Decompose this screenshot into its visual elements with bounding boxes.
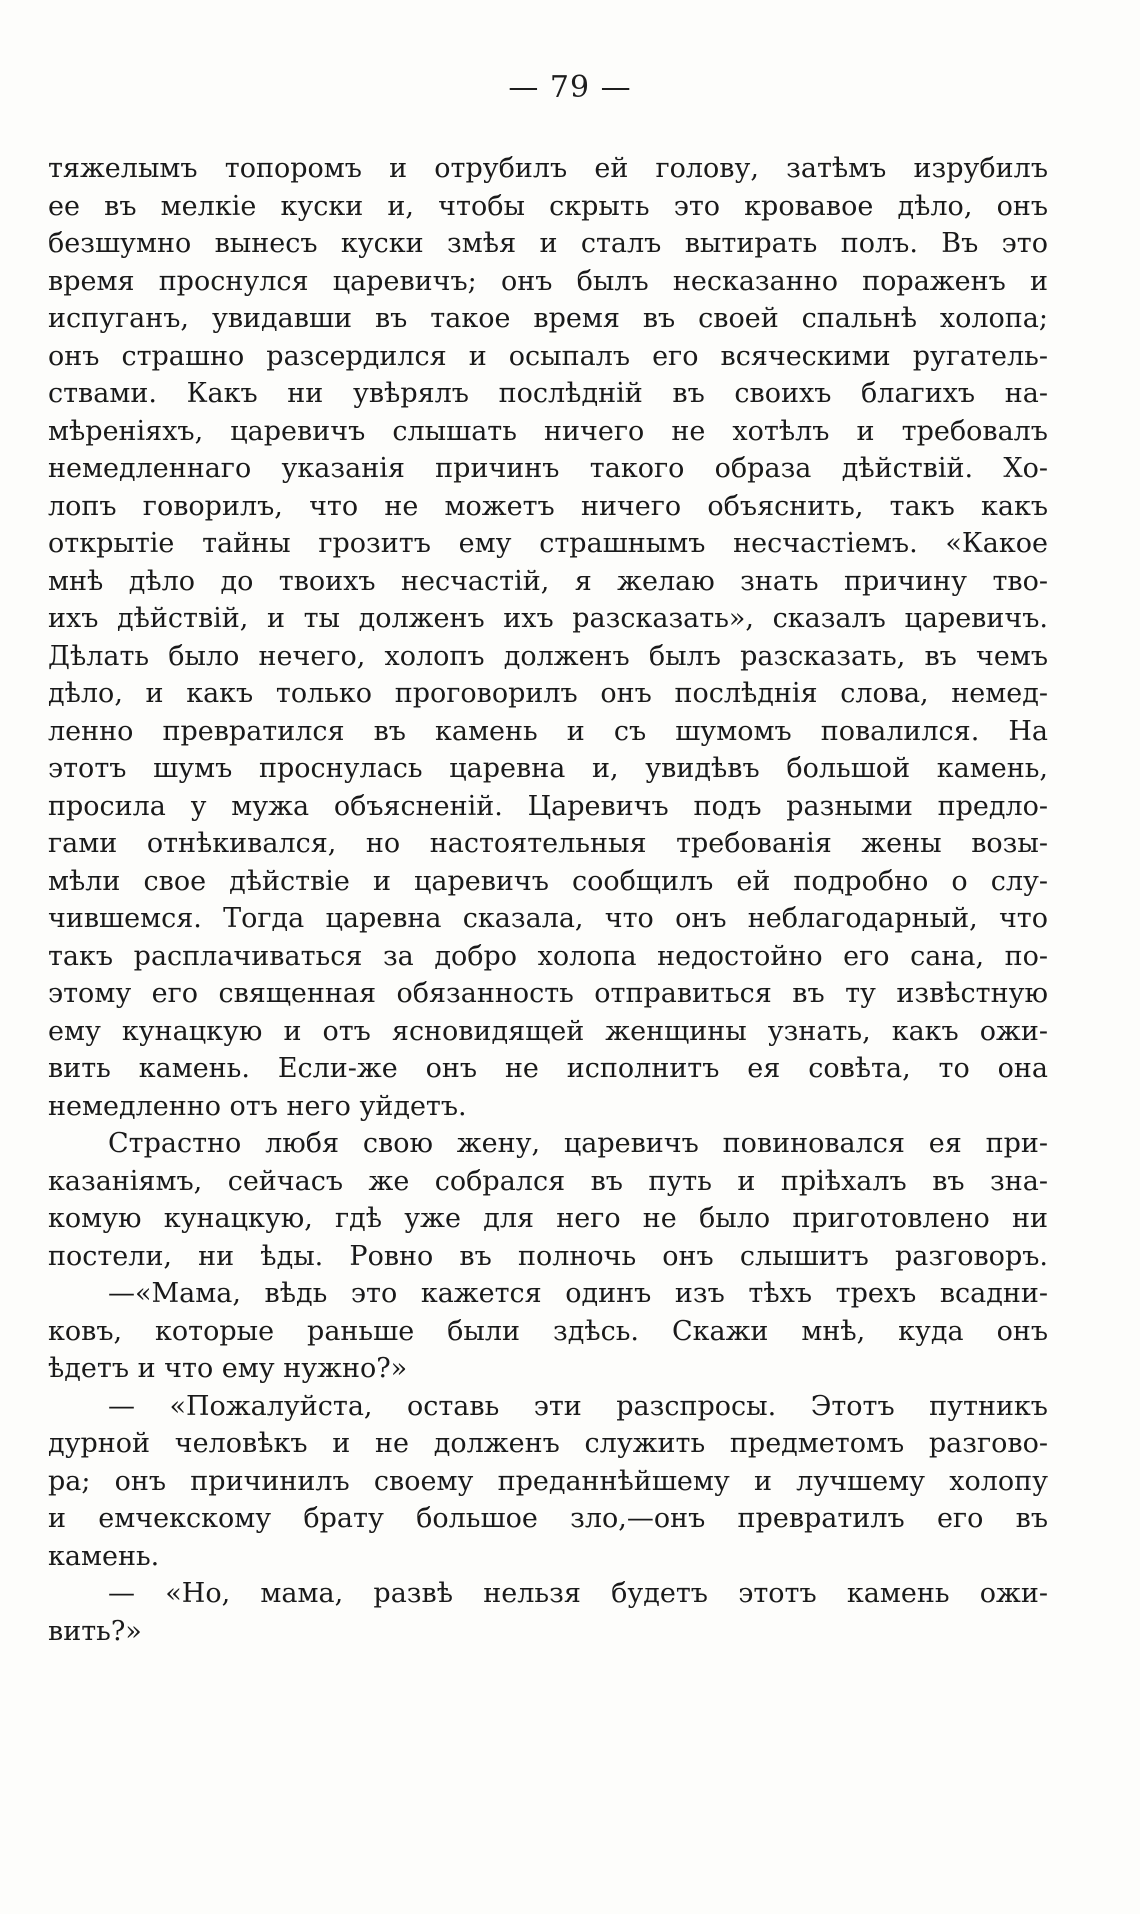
text-line: —«Мама, вѣдь это кажется одинъ изъ тѣхъ трехъ всадни- [108,1278,1048,1309]
text-line: время проснулся царевичъ; онъ былъ несказанно пораженъ и [48,265,1048,297]
text-line: комую кунацкую, гдѣ уже для него не было приготовлено ни [48,1203,1048,1234]
text-line: дѣло, и какъ только проговорилъ онъ послѣднія слова, немед- [48,678,1048,709]
text-line: — «Но, мама, развѣ нельзя будетъ этотъ камень ожи- [108,1578,1048,1609]
text-line: мѣли свое дѣйствіе и царевичъ сообщилъ ей подробно о слу- [48,865,1048,897]
text-line: ствами. Какъ ни увѣрялъ послѣдній въ своихъ благихъ на- [48,378,1048,409]
body-text [48,150,1048,1650]
text-line: казаніямъ, сейчасъ же собрался въ путь и пріѣхалъ въ зна- [48,1165,1048,1197]
text-line: безшумно вынесъ куски змѣя и сталъ вытирать полъ. Въ это [48,228,1048,259]
text-line: немедленно отъ него уйдетъ. [48,1090,467,1122]
text-line: — «Пожалуйста, оставь эти разспросы. Этотъ путникъ [108,1390,1048,1422]
text-line: дурной человѣкъ и не долженъ служить предметомъ разгово- [48,1428,1048,1459]
text-line: Страстно любя свою жену, царевичъ повиновался ея при- [108,1128,1048,1159]
text-line: испуганъ, увидавши въ такое время въ своей спальнѣ холопа; [48,303,1048,334]
text-line: вить?» [48,1615,142,1647]
text-line: чившемся. Тогда царевна сказала, что онъ неблагодарный, что [48,903,1048,934]
text-line: мѣреніяхъ, царевичъ слышать ничего не хотѣлъ и требовалъ [48,415,1048,447]
text-line: онъ страшно разсердился и осыпалъ его всяческими ругатель- [48,340,1048,372]
text-line: этому его священная обязанность отправиться въ ту извѣстную [48,978,1048,1009]
text-line: гами отнѣкивался, но настоятельныя требованія жены возы- [48,828,1048,859]
text-line: ему кунацкую и отъ ясновидящей женщины узнать, какъ ожи- [48,1015,1048,1047]
text-line: просила у мужа объясненій. Царевичъ подъ разными предло- [48,790,1048,822]
text-line: ра; онъ причинилъ своему преданнѣйшему и лучшему холопу [48,1465,1048,1497]
text-line: немедленнаго указанія причинъ такого образа дѣйствій. Хо- [48,453,1048,484]
text-line: ленно превратился въ камень и съ шумомъ повалился. На [48,715,1048,747]
text-line: открытіе тайны грозитъ ему страшнымъ несчастіемъ. «Какое [48,528,1048,559]
text-line: постели, ни ѣды. Ровно въ полночь онъ слышитъ разговоръ. [48,1240,1048,1272]
text-line: лопъ говорилъ, что не можетъ ничего объяснить, такъ какъ [48,490,1048,522]
text-line: мнѣ дѣло до твоихъ несчастій, я желаю знать причину тво- [48,565,1048,597]
text-line: такъ расплачиваться за добро холопа недостойно его сана, по- [48,940,1048,972]
text-line: тяжелымъ топоромъ и отрубилъ ей голову, затѣмъ изрубилъ [48,153,1048,184]
text-line: этотъ шумъ проснулась царевна и, увидѣвъ большой камень, [48,753,1048,784]
text-line: ихъ дѣйствій, и ты долженъ ихъ разсказать», сказалъ царевичъ. [48,603,1048,634]
text-line: камень. [48,1540,160,1572]
text-line: ковъ, которые раньше были здѣсь. Скажи мнѣ, куда онъ [48,1315,1048,1347]
text-line: Дѣлать было нечего, холопъ долженъ былъ разсказать, въ чемъ [48,640,1048,672]
text-line: вить камень. Если-же онъ не исполнитъ ея совѣта, то она [48,1053,1048,1084]
text-line: и емчекскому брату большое зло,—онъ превратилъ его въ [48,1503,1048,1534]
text-line: ѣдетъ и что ему нужно?» [48,1353,408,1384]
text-line: ее въ мелкіе куски и, чтобы скрыть это кровавое дѣло, онъ [48,190,1048,222]
page-number: — 79 — [508,70,632,105]
